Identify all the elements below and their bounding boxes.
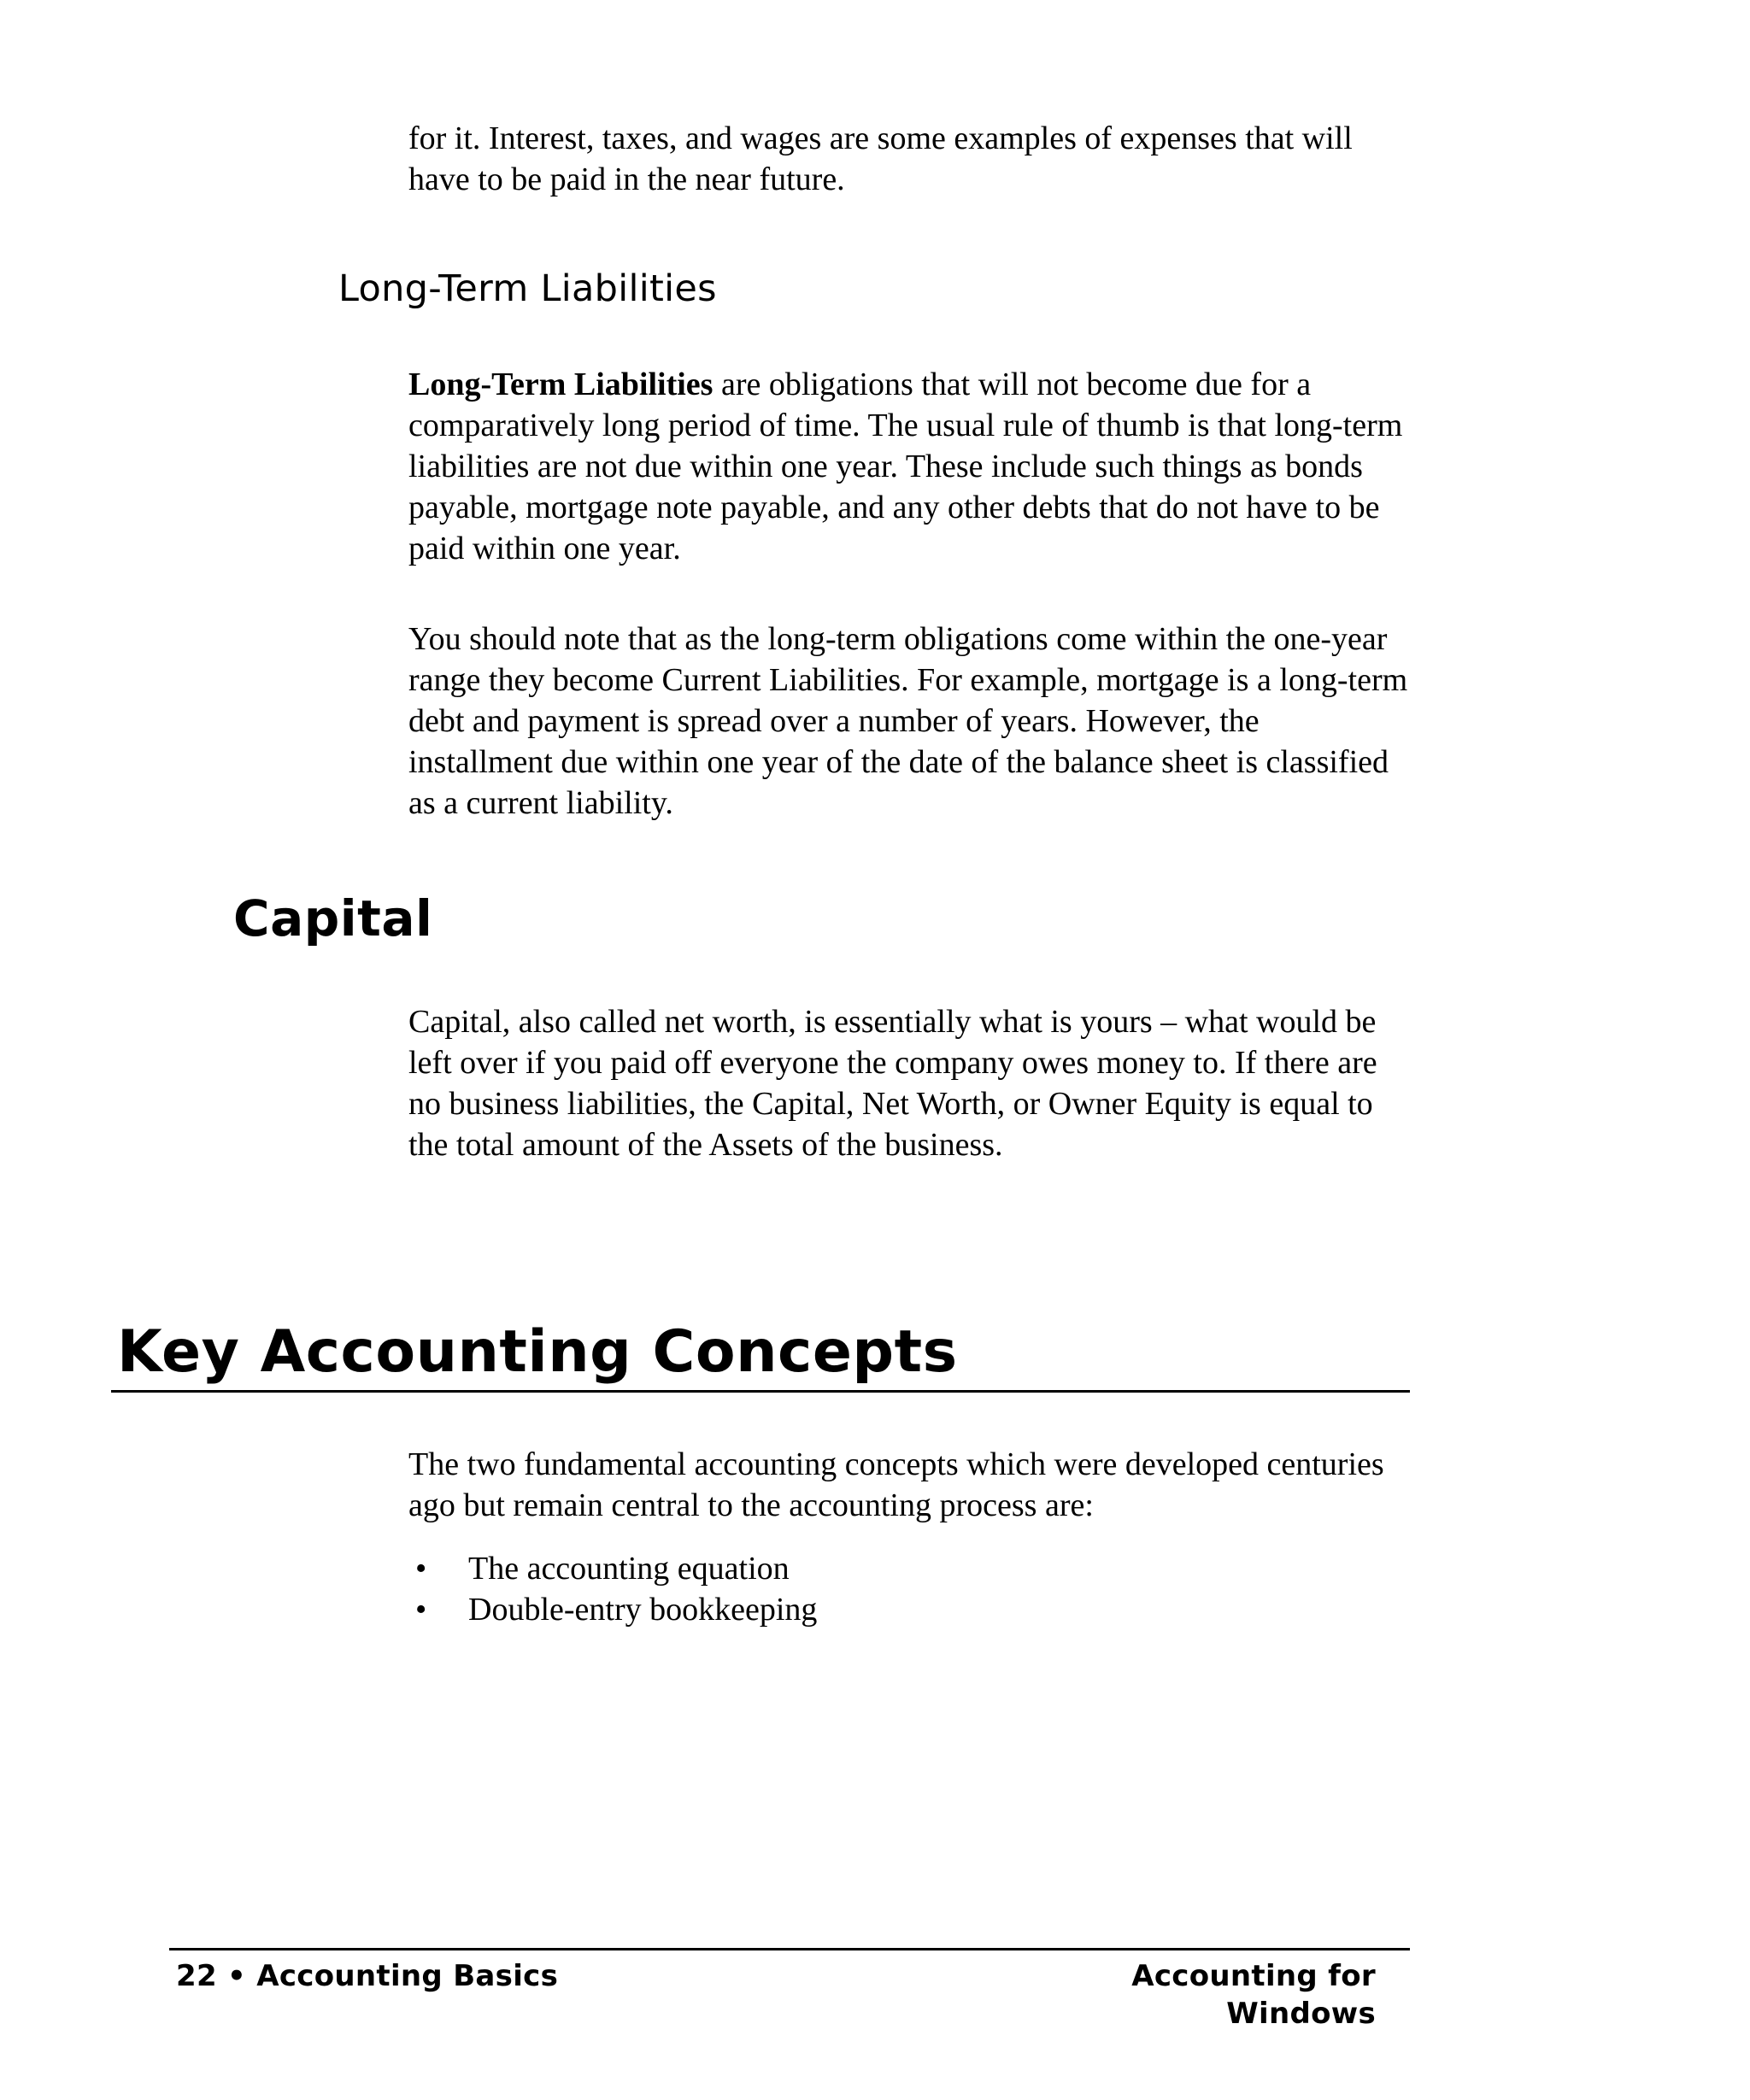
- heading-underline: [111, 1390, 1410, 1393]
- intro-paragraph: [408, 118, 1408, 200]
- long-term-bold-term: Long-Term Liabilities: [408, 367, 714, 402]
- capital-paragraph: [408, 1001, 1408, 1165]
- footer-page-label: 22 • Accounting Basics: [176, 1959, 559, 1993]
- capital-heading: Capital: [233, 889, 433, 947]
- long-term-paragraph-1: [408, 364, 1408, 569]
- long-term-para2-text: You should note that as the long-term obligations come within the one-year range they become Current Liabilities. For example, mortgage is a long-term debt and payment is spread over a number of years. However, the installment due within one year of the date of the balance sheet is classified as a current liability.: [408, 621, 1408, 821]
- list-item-text: The accounting equation: [468, 1551, 790, 1587]
- intro-text: for it. Interest, taxes, and wages are some examples of expenses that will have to be paid in the near future.: [408, 120, 1353, 197]
- list-item: [408, 1589, 817, 1630]
- footer-rule: [169, 1948, 1410, 1950]
- bullet-icon: •: [415, 1551, 427, 1587]
- footer-book-title: Accounting for Windows: [1131, 1959, 1376, 2031]
- key-accounting-concepts-heading: Key Accounting Concepts: [117, 1318, 958, 1386]
- bullet-icon: •: [415, 1592, 427, 1628]
- long-term-liabilities-heading: Long-Term Liabilities: [338, 267, 717, 310]
- long-term-para1-text: are obligations that will not become due for a comparatively long period of time. The usual rule of thumb is that long-term liabilities are not due within one year. These include such things as bonds payable, mortgage note payable, and any other debts that do not have to be paid within one year.: [408, 367, 1403, 566]
- key-concepts-text: The two fundamental accounting concepts which were developed centuries ago but remain central to the accounting process are:: [408, 1446, 1384, 1523]
- key-concepts-paragraph: [408, 1444, 1408, 1526]
- concepts-bullet-list: [408, 1548, 817, 1630]
- list-item-text: Double-entry bookkeeping: [468, 1592, 818, 1628]
- capital-text: Capital, also called net worth, is essentially what is yours – what would be left over if you paid off everyone the company owes money to. If there are no business liabilities, the Capital, Net Worth, or Owner Equity is equal to the total amount of the Assets of the business.: [408, 1004, 1377, 1163]
- list-item: [408, 1548, 817, 1589]
- long-term-paragraph-2: [408, 619, 1408, 824]
